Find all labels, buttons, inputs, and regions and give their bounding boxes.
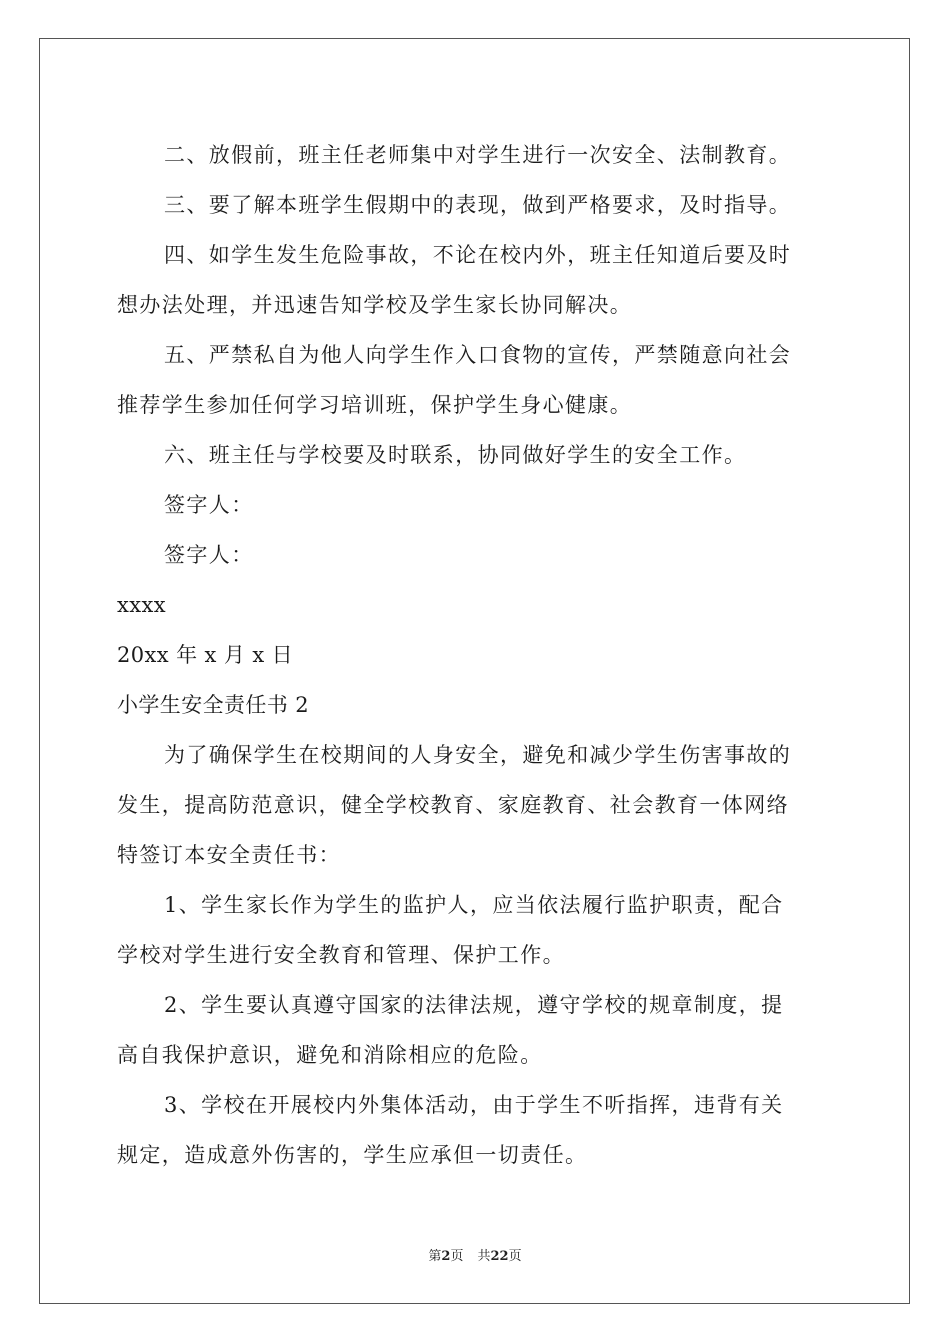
paragraph-promotion-ban xyxy=(117,330,835,380)
paragraph-intro-cont xyxy=(117,780,835,830)
text-line: 2、学生要认真遵守国家的法律法规，遵守学校的规章制度，提 xyxy=(164,993,784,1017)
paragraph-accident-handling-cont xyxy=(117,280,835,330)
text-line: 四、如学生发生危险事故，不论在校内外，班主任知道后要及时 xyxy=(164,243,792,267)
text-line: 1、学生家长作为学生的监护人，应当依法履行监护职责，配合 xyxy=(164,893,784,917)
text-line: 六、班主任与学校要及时联系，协同做好学生的安全工作。 xyxy=(164,443,747,467)
total-pages: 22 xyxy=(490,1249,509,1264)
text-line: 二、放假前，班主任老师集中对学生进行一次安全、法制教育。 xyxy=(164,143,792,167)
signature-label: 签字人： xyxy=(164,543,254,567)
total-prefix: 共 xyxy=(477,1249,491,1264)
paragraph-item-2 xyxy=(117,980,835,1030)
text-line: 推荐学生参加任何学习培训班，保护学生身心健康。 xyxy=(117,393,633,417)
placeholder-name xyxy=(117,580,835,630)
text-line: 特签订本安全责任书： xyxy=(117,843,341,867)
paragraph-accident-handling xyxy=(117,230,835,280)
total-suffix: 页 xyxy=(508,1249,522,1264)
page-footer xyxy=(0,1245,950,1264)
text-line: 三、要了解本班学生假期中的表现，做到严格要求，及时指导。 xyxy=(164,193,792,217)
paragraph-item-1-cont xyxy=(117,930,835,980)
signature-line-2 xyxy=(117,530,835,580)
text-line: 3、学校在开展校内外集体活动，由于学生不听指挥，违背有关 xyxy=(164,1093,784,1117)
text-line: 小学生安全责任书 2 xyxy=(117,693,310,717)
text-line: 想办法处理，并迅速告知学校及学生家长协同解决。 xyxy=(117,293,633,317)
page-number: 2 xyxy=(441,1249,451,1264)
text-line: xxxx xyxy=(117,593,166,617)
signature-label: 签字人： xyxy=(164,493,254,517)
text-line: 为了确保学生在校期间的人身安全，避免和减少学生伤害事故的 xyxy=(164,743,792,767)
paragraph-item-2-cont xyxy=(117,1030,835,1080)
paragraph-item-3 xyxy=(117,1080,835,1130)
text-line: 高自我保护意识，避免和消除相应的危险。 xyxy=(117,1043,543,1067)
text-line: 五、严禁私自为他人向学生作入口食物的宣传，严禁随意向社会 xyxy=(164,343,792,367)
paragraph-promotion-ban-cont xyxy=(117,380,835,430)
page-suffix: 页 xyxy=(450,1249,464,1264)
text-line: 发生，提高防范意识，健全学校教育、家庭教育、社会教育一体网络 xyxy=(117,793,789,817)
text-line: 学校对学生进行安全教育和管理、保护工作。 xyxy=(117,943,565,967)
paragraph-holiday-education xyxy=(117,130,835,180)
paragraph-contact-school xyxy=(117,430,835,480)
date-line xyxy=(117,630,835,680)
paragraph-item-1 xyxy=(117,880,835,930)
text-line: 规定，造成意外伤害的，学生应承但一切责任。 xyxy=(117,1143,588,1167)
signature-line-1 xyxy=(117,480,835,530)
paragraph-intro xyxy=(117,730,835,780)
text-line: 20xx 年 x 月 x 日 xyxy=(117,643,294,667)
paragraph-item-3-cont xyxy=(117,1130,835,1180)
paragraph-holiday-performance xyxy=(117,180,835,230)
page-prefix: 第 xyxy=(428,1249,442,1264)
paragraph-intro-cont xyxy=(117,830,835,880)
section-title xyxy=(117,680,835,730)
document-body xyxy=(117,130,835,1180)
